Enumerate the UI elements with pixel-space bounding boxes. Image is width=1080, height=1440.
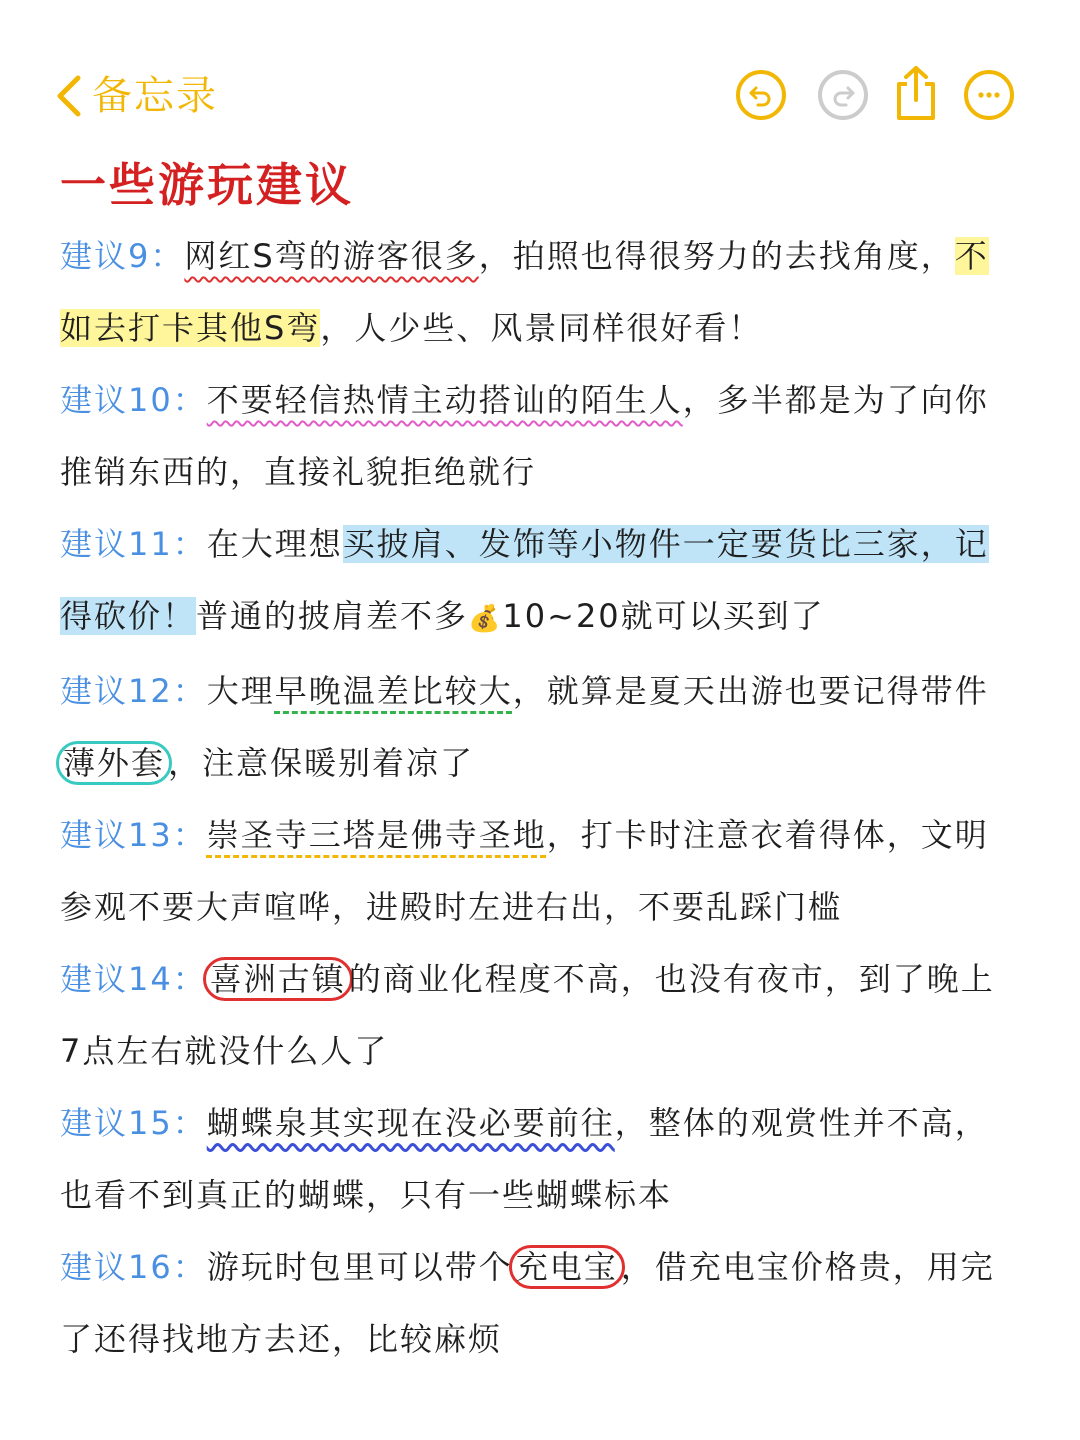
- blue-wavy-underline: 蝴蝶泉其实现在没必要前往: [206, 1104, 615, 1142]
- yellow-dashed-underline: 崇圣寺三塔是佛寺圣地: [206, 816, 547, 854]
- money-bag-icon: 💰: [468, 604, 503, 634]
- yellow-highlight: 不如去打卡其他S弯: [60, 237, 989, 347]
- tip-text: ，借充电宝价格贵，用完了还得找地方去还，比较麻烦: [60, 1248, 995, 1358]
- tip-label: 建议14：: [60, 960, 207, 998]
- tip-13: [60, 799, 1010, 943]
- tip-text: 游玩时包里可以带个: [206, 1248, 513, 1286]
- tip-text: 大理: [206, 672, 275, 710]
- tip-text: ，拍照也得很努力的去找角度，: [478, 237, 955, 275]
- tip-9: [60, 220, 1010, 364]
- redo-icon: [829, 81, 857, 109]
- tip-label: 建议12：: [60, 672, 207, 710]
- red-circle-mark: 充电宝: [509, 1245, 625, 1289]
- tip-text: ，人少些、风景同样很好看！: [320, 309, 763, 347]
- tip-16: [60, 1231, 1010, 1375]
- pink-wavy-underline: 不要轻信热情主动搭讪的陌生人: [206, 381, 683, 419]
- more-icon: [975, 81, 1003, 109]
- note-title: 一些游玩建议: [60, 158, 354, 212]
- green-dashed-underline: 早晚温差比较大: [274, 672, 513, 710]
- tip-text: ，整体的观赏性并不高，也看不到真正的蝴蝶，只有一些蝴蝶标本: [60, 1104, 989, 1214]
- share-icon[interactable]: [892, 64, 940, 122]
- tip-label: 建议15：: [60, 1104, 207, 1142]
- tip-text: ，注意保暖别着凉了: [168, 744, 475, 782]
- tip-12: [60, 655, 1010, 799]
- undo-icon: [747, 81, 775, 109]
- tip-15: [60, 1087, 1010, 1231]
- undo-button[interactable]: [736, 70, 786, 120]
- more-button[interactable]: [964, 70, 1014, 120]
- back-label: 备忘录: [92, 73, 218, 119]
- tip-10: [60, 364, 1010, 508]
- blue-highlight: 买披肩、发饰等小物件一定要货比三家，记得砍价！: [60, 525, 989, 635]
- tip-label: 建议11：: [60, 525, 207, 563]
- tip-11: [60, 508, 1010, 655]
- tip-text: 的商业化程度不高，也没有夜市，到了晚上7点左右就没什么人了: [60, 960, 995, 1070]
- tip-text: 10~20就可以买到了: [502, 597, 825, 635]
- tip-label: 建议13：: [60, 816, 207, 854]
- tip-label: 建议10：: [60, 381, 207, 419]
- tip-label: 建议9：: [60, 237, 185, 275]
- tip-label: 建议16：: [60, 1248, 207, 1286]
- chevron-left-icon: [52, 72, 86, 120]
- red-wavy-underline: 网红S弯的游客很多: [184, 237, 479, 275]
- tip-text: ，就算是夏天出游也要记得带件: [512, 672, 989, 710]
- red-circle-mark: 喜洲古镇: [203, 957, 353, 1001]
- tip-14: [60, 943, 1010, 1087]
- redo-button[interactable]: [818, 70, 868, 120]
- note-body[interactable]: [60, 220, 1010, 1375]
- tip-text: ，打卡时注意衣着得体，文明参观不要大声喧哗，进殿时左进右出，不要乱踩门槛: [60, 816, 989, 926]
- tip-text: 普通的披肩差不多: [196, 597, 469, 635]
- tip-text: ，多半都是为了向你推销东西的，直接礼貌拒绝就行: [60, 381, 989, 491]
- tip-text: 在大理想: [206, 525, 343, 563]
- teal-circle-mark: 薄外套: [56, 741, 172, 785]
- back-button[interactable]: [52, 66, 218, 126]
